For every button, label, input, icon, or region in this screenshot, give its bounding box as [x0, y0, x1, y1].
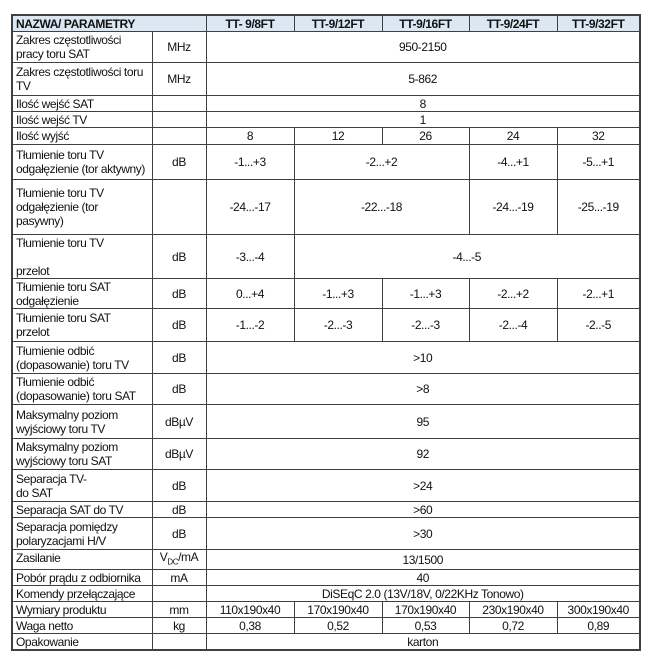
value-cell: 12: [294, 128, 382, 145]
value-cell: 13/1500: [206, 550, 640, 570]
parameter-label: Tłumienie toru TV przelot: [12, 235, 152, 279]
header-model: TT-9/12FT: [294, 15, 382, 32]
parameter-label: Zakres częstotliwości pracy toru SAT: [12, 32, 152, 63]
table-row: [12, 518, 640, 550]
header-model: TT-9/24FT: [469, 15, 557, 32]
unit-cell: dB: [152, 502, 206, 518]
value-cell: >30: [206, 518, 640, 550]
unit-cell: dB: [152, 374, 206, 405]
value-cell: 0,52: [294, 618, 382, 634]
unit-cell: MHz: [152, 32, 206, 63]
value-cell: 40: [206, 570, 640, 586]
table-row: [12, 279, 640, 309]
table-row: [12, 618, 640, 634]
unit-cell: dBµV: [152, 439, 206, 470]
value-cell: 170x190x40: [294, 602, 382, 618]
value-cell: -5...+1: [557, 145, 640, 180]
value-cell: 300x190x40: [557, 602, 640, 618]
value-cell: 0,89: [557, 618, 640, 634]
unit-cell: dB: [152, 342, 206, 374]
unit-cell: mm: [152, 602, 206, 618]
header-parameters: NAZWA/ PARAMETRY: [12, 15, 206, 32]
table-row: [12, 374, 640, 405]
parameter-label: Tłumienie toru SAT odgałęzienie: [12, 279, 152, 309]
value-cell: 95: [206, 405, 640, 439]
unit-cell: [152, 180, 206, 235]
value-cell: 92: [206, 439, 640, 470]
parameter-label: Ilość wejść TV: [12, 112, 152, 128]
value-cell: 0,53: [382, 618, 469, 634]
parameter-label: Ilość wyjść: [12, 128, 152, 145]
table-row: [12, 634, 640, 651]
value-cell: -4...+1: [469, 145, 557, 180]
table-row: [12, 550, 640, 570]
table-row: [12, 470, 640, 502]
value-cell: 5-862: [206, 63, 640, 96]
parameter-label: Separacja TV- do SAT: [12, 470, 152, 502]
parameter-label: Separacja SAT do TV: [12, 502, 152, 518]
value-cell: -25...-19: [557, 180, 640, 235]
header-row: [12, 15, 640, 32]
parameter-label: Tłumienie toru TV odgałęzienie (tor aktywny): [12, 145, 152, 180]
parameter-label: Komendy przełączające: [12, 586, 152, 602]
table-row: [12, 342, 640, 374]
unit-cell: dBµV: [152, 405, 206, 439]
header-model: TT-9/32FT: [557, 15, 640, 32]
value-cell: -2...-3: [294, 309, 382, 342]
value-cell: 8: [206, 96, 640, 112]
table-row: [12, 405, 640, 439]
value-cell: -22...-18: [294, 180, 469, 235]
header-model: TT- 9/8FT: [206, 15, 294, 32]
spec-table: [11, 14, 641, 651]
value-cell: 0...+4: [206, 279, 294, 309]
unit-cell: mA: [152, 570, 206, 586]
unit-cell: kg: [152, 618, 206, 634]
parameter-label: Tłumienie odbić (dopasowanie) toru TV: [12, 342, 152, 374]
parameter-label: Separacja pomiędzy polaryzacjami H/V: [12, 518, 152, 550]
value-cell: -2...+2: [469, 279, 557, 309]
value-cell: >24: [206, 470, 640, 502]
table-row: [12, 128, 640, 145]
table-row: [12, 180, 640, 235]
value-cell: 110x190x40: [206, 602, 294, 618]
table-row: [12, 439, 640, 470]
parameter-label: Maksymalny poziom wyjściowy toru SAT: [12, 439, 152, 470]
parameter-label: Waga netto: [12, 618, 152, 634]
value-cell: 0,38: [206, 618, 294, 634]
value-cell: 230x190x40: [469, 602, 557, 618]
table-row: [12, 309, 640, 342]
value-cell: 950-2150: [206, 32, 640, 63]
parameter-label: Tłumienie toru SAT przelot: [12, 309, 152, 342]
table-row: [12, 112, 640, 128]
unit-cell: $V_{DC}/mA$: [152, 550, 206, 570]
parameter-label: Zasilanie: [12, 550, 152, 570]
table-row: [12, 63, 640, 96]
unit-cell: [152, 586, 206, 602]
unit-cell: [152, 128, 206, 145]
parameter-label: Tłumienie odbić (dopasowanie) toru SAT: [12, 374, 152, 405]
table-row: [12, 586, 640, 602]
value-cell: -3...-4: [206, 235, 294, 279]
unit-cell: dB: [152, 470, 206, 502]
value-cell: 24: [469, 128, 557, 145]
value-cell: 8: [206, 128, 294, 145]
value-cell: DiSEqC 2.0 (13V/18V, 0/22KHz Tonowo): [206, 586, 640, 602]
unit-cell: dB: [152, 279, 206, 309]
value-cell: 1: [206, 112, 640, 128]
unit-cell: [152, 634, 206, 651]
table-row: [12, 145, 640, 180]
table-row: [12, 602, 640, 618]
value-cell: -4...-5: [294, 235, 640, 279]
value-cell: -2...+1: [557, 279, 640, 309]
value-cell: karton: [206, 634, 640, 651]
table-row: [12, 235, 640, 279]
parameter-label: Maksymalny poziom wyjściowy toru TV: [12, 405, 152, 439]
value-cell: >10: [206, 342, 640, 374]
unit-cell: [152, 112, 206, 128]
value-cell: >60: [206, 502, 640, 518]
parameter-label: Wymiary produktu: [12, 602, 152, 618]
table-row: [12, 502, 640, 518]
unit-cell: dB: [152, 235, 206, 279]
value-cell: >8: [206, 374, 640, 405]
value-cell: -2..-5: [557, 309, 640, 342]
value-cell: -1...-2: [206, 309, 294, 342]
parameter-label: Tłumienie toru TV odgałęzienie (tor pasywny): [12, 180, 152, 235]
parameter-label: Ilość wejść SAT: [12, 96, 152, 112]
value-cell: -24...-17: [206, 180, 294, 235]
value-cell: 170x190x40: [382, 602, 469, 618]
parameter-label: Zakres częstotliwości toru TV: [12, 63, 152, 96]
unit-cell: dB: [152, 309, 206, 342]
header-model: TT-9/16FT: [382, 15, 469, 32]
table-row: [12, 32, 640, 63]
parameter-label: Pobór prądu z odbiornika: [12, 570, 152, 586]
value-cell: -1...+3: [382, 279, 469, 309]
parameter-label: Opakowanie: [12, 634, 152, 651]
unit-cell: dB: [152, 145, 206, 180]
value-cell: -1...+3: [294, 279, 382, 309]
value-cell: -2...-3: [382, 309, 469, 342]
value-cell: 0,72: [469, 618, 557, 634]
unit-cell: dB: [152, 518, 206, 550]
unit-cell: MHz: [152, 63, 206, 96]
table-row: [12, 96, 640, 112]
value-cell: -24...-19: [469, 180, 557, 235]
unit-cell: [152, 96, 206, 112]
value-cell: -2...+2: [294, 145, 469, 180]
value-cell: -2...-4: [469, 309, 557, 342]
value-cell: 32: [557, 128, 640, 145]
value-cell: 26: [382, 128, 469, 145]
table-row: [12, 570, 640, 586]
value-cell: -1...+3: [206, 145, 294, 180]
